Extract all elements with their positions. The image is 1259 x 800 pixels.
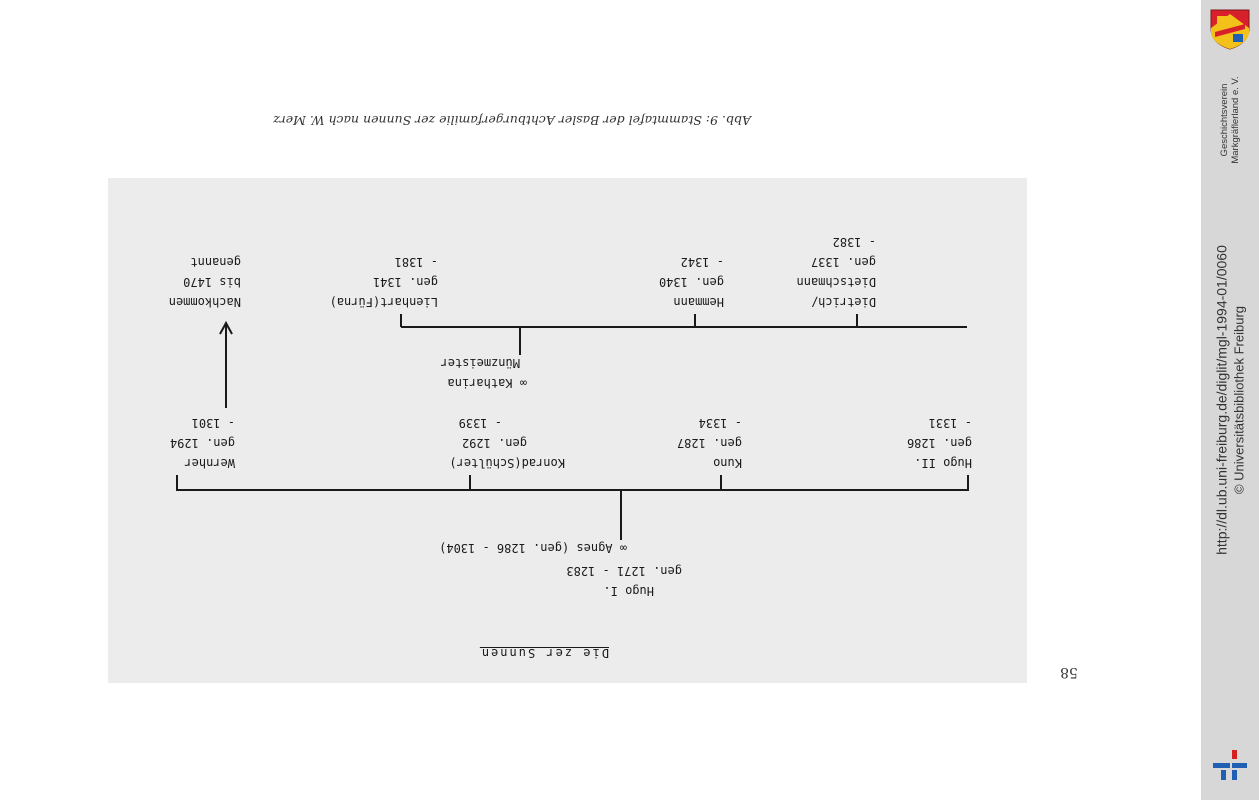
grandchild-death: - 1382 [832,235,876,249]
child-death: - 1339 [458,416,502,430]
child-dates: gen. 1294 [169,436,235,450]
society-region: Markgräflerland e. V. [1230,76,1241,164]
ub-freiburg-logo-icon [1211,746,1249,782]
figure-caption: Abb. 9: Stammtafel der Basler Achtburgerfamilie zer Sunnen nach W. Merz [273,113,751,128]
descendants-note-line3: genannt [190,255,241,269]
grandchild-death: - 1342 [680,255,724,269]
child-name: Hugo II. [914,456,972,470]
coat-of-arms-icon [1207,8,1253,50]
grandchild-death: - 1381 [394,255,438,269]
root-spouse: ∞ Agnes (gen. 1286 - 1304) [439,541,627,555]
root-dates: gen. 1271 - 1283 [566,564,682,578]
grandchild-dates: gen. 1341 [372,275,438,289]
page-number: 58 [1060,664,1078,680]
grandchild-name-line2: Dietschmann [796,275,876,289]
konrad-spouse: ∞ Katharina [447,376,527,390]
child-name: Konrad(Schülter) [449,456,565,470]
copyright-notice: © Universitätsbibliothek Freiburg [1231,305,1247,495]
child-name: Wernher [184,456,235,470]
viewer-sidebar [1201,0,1259,800]
society-name: Geschichtsverein [1219,83,1230,157]
child-death: - 1334 [698,416,742,430]
child-dates: gen. 1287 [676,436,742,450]
grandchild-name: Hemmann [673,295,724,309]
descendants-note: Nachkommen [168,295,241,309]
child-dates: gen. 1292 [461,436,527,450]
grandchild-name: Dietrich/ [810,295,876,309]
child-dates: gen. 1286 [906,436,972,450]
child-name: Kuno [713,456,742,470]
tree-title: Die zer Sunnen [479,646,609,660]
konrad-spouse-title: Münzmeister [440,356,520,370]
root-name: Hugo I. [603,584,654,598]
grandchild-dates: gen. 1337 [810,255,876,269]
child-death: - 1301 [191,416,235,430]
family-tree-lines [108,178,1027,683]
grandchild-name: Lienhart(Fürna) [329,295,438,309]
permalink[interactable]: http://dl.ub.uni-freiburg.de/diglit/mgl-1994-01/0060 [1213,245,1230,555]
family-tree-figure [108,178,1027,683]
child-death: - 1331 [928,416,972,430]
grandchild-dates: gen. 1340 [658,275,724,289]
descendants-note-line2: bis 1470 [183,275,241,289]
